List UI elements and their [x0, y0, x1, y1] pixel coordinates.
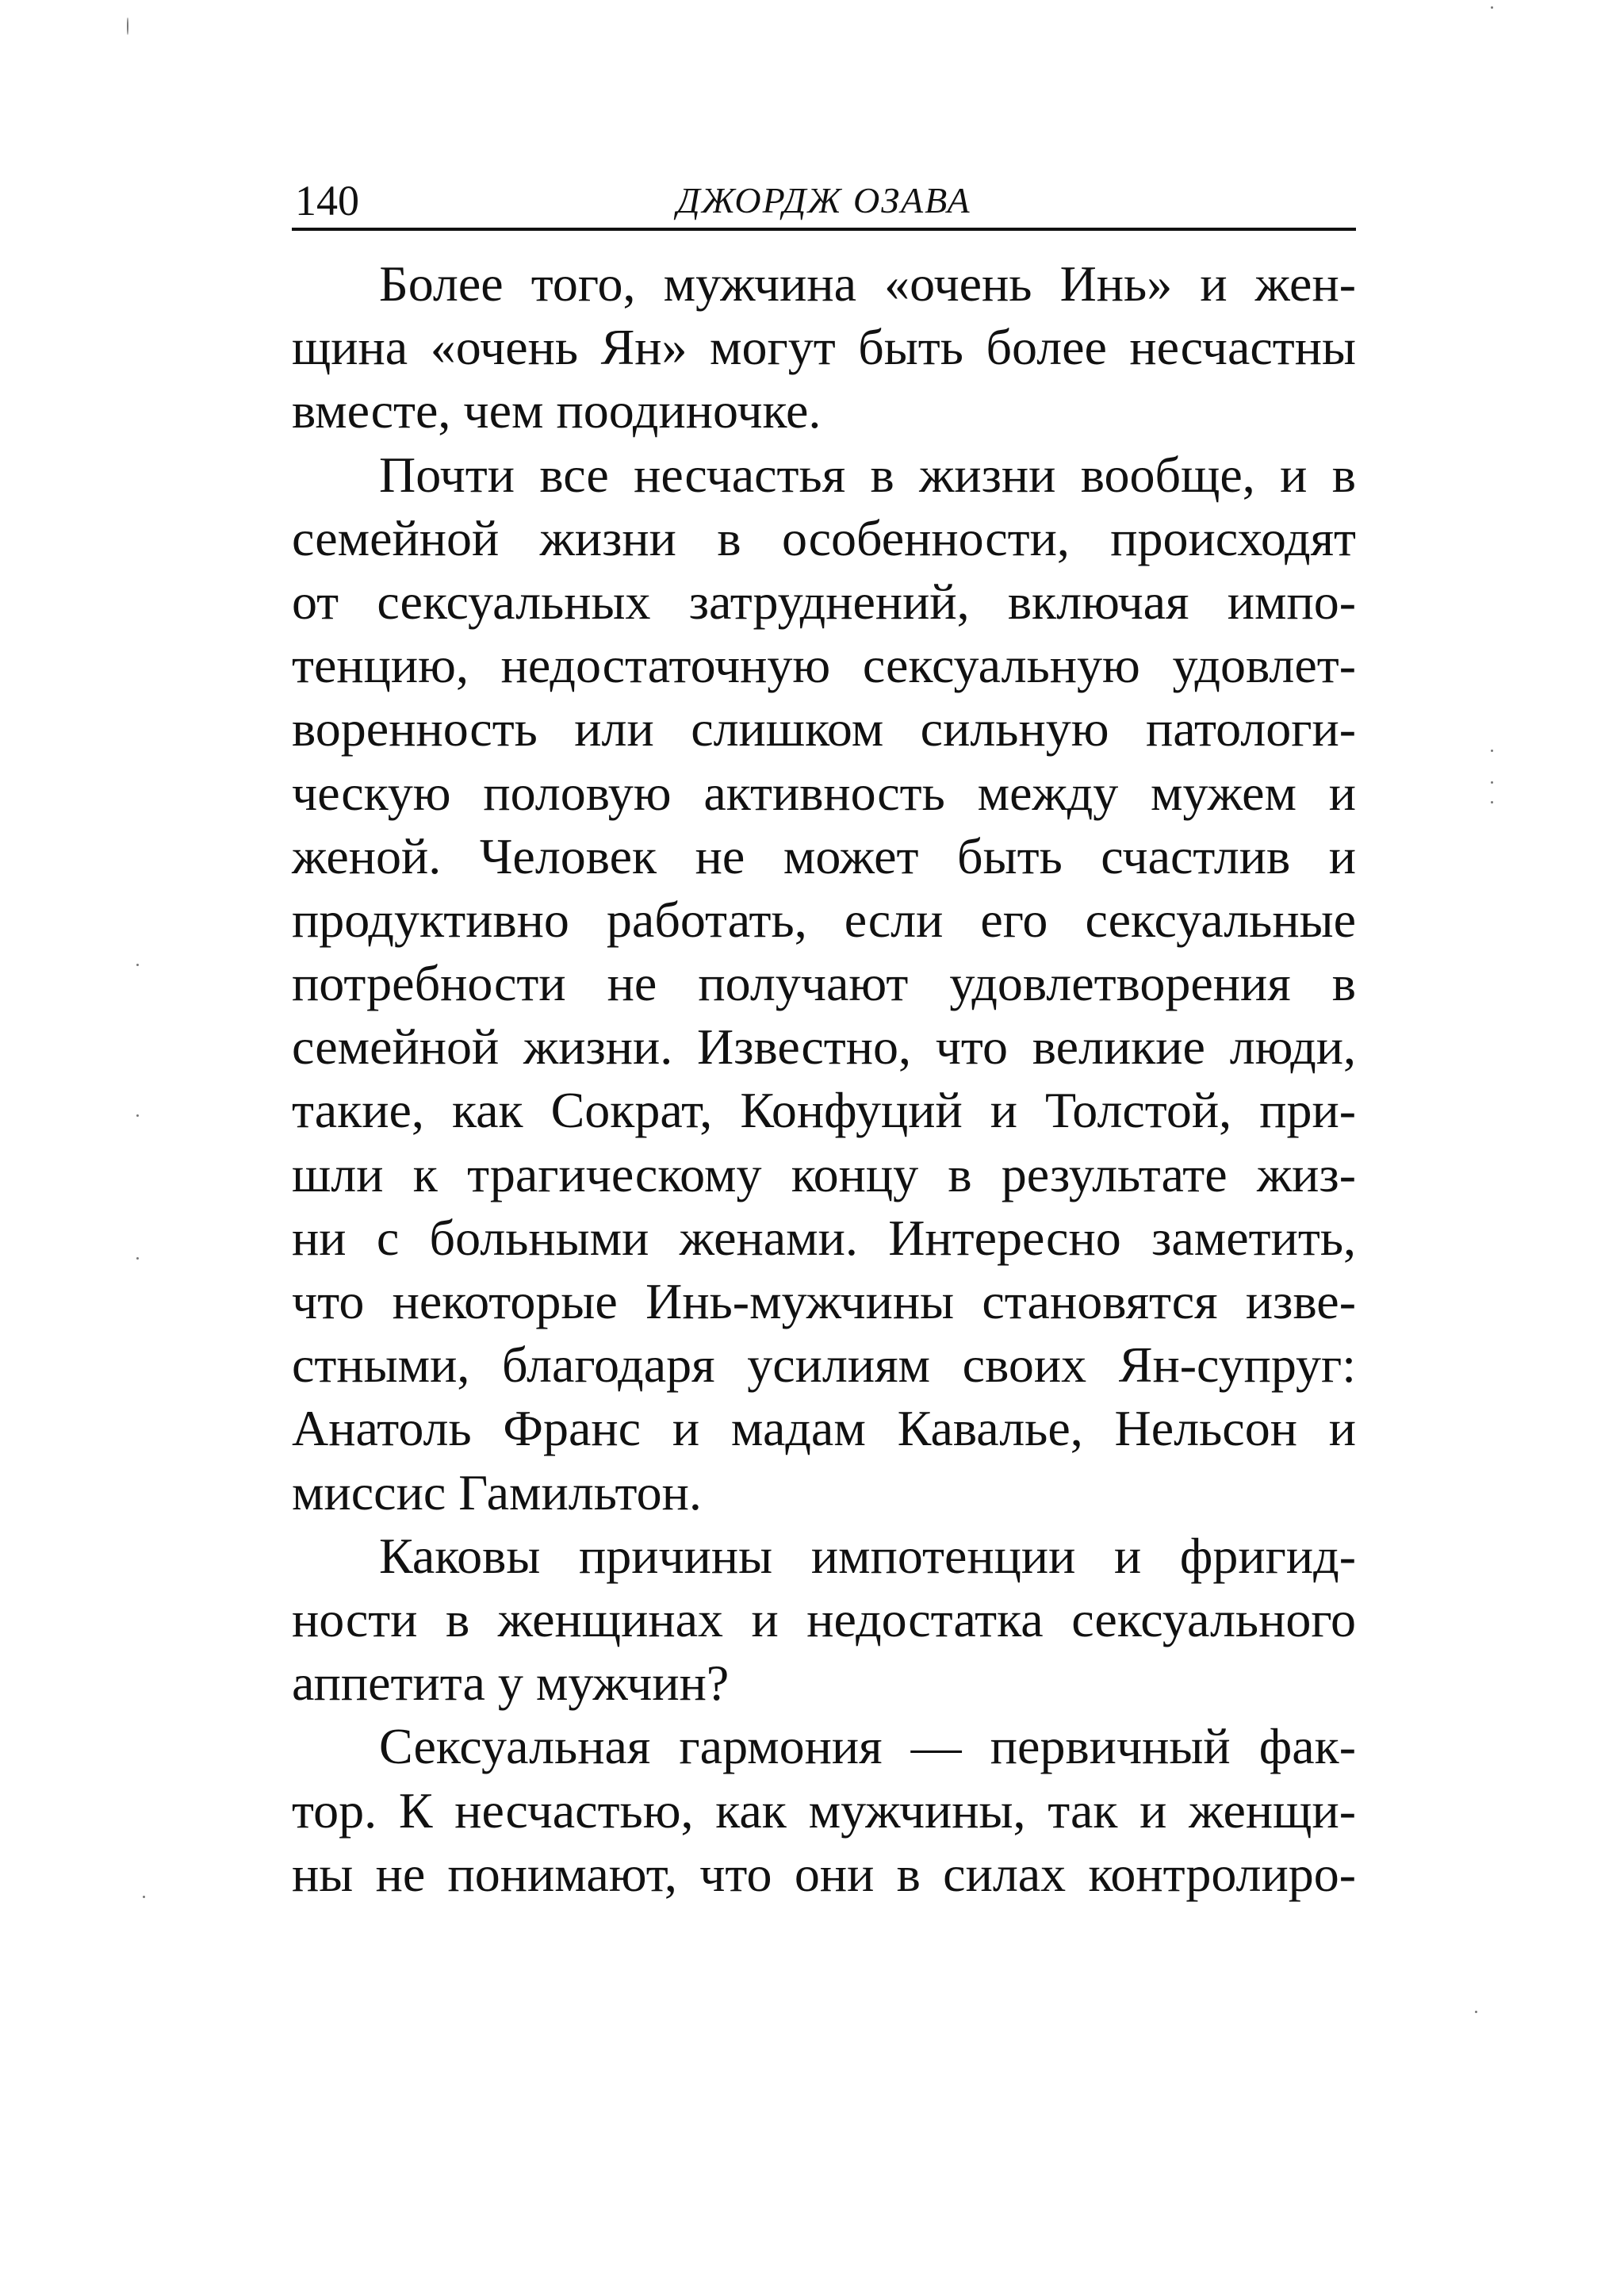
scan-speck: [136, 964, 139, 966]
page-number: 140: [295, 177, 359, 224]
text-line: вместе, чем поодиночке.: [292, 382, 822, 439]
page-header: [292, 176, 1356, 225]
text-line: тор. К несчастью, как мужчины, так и женщи-: [292, 1781, 1356, 1839]
text-line: воренность или слишком сильную патологи-: [292, 700, 1356, 757]
text-line: шли к трагическому концу в результате жиз-: [292, 1145, 1356, 1202]
text-line: ны не понимают, что они в силах контролиро-: [292, 1845, 1356, 1902]
text-line: женой. Человек не может быть счастлив и: [292, 827, 1356, 884]
text-line: стными, благодаря усилиям своих Ян-супруг:: [292, 1337, 1356, 1394]
scan-speck: [136, 1114, 139, 1117]
header-rule: [292, 228, 1356, 231]
text-line: Анатоль Франс и мадам Кавалье, Нельсон и: [292, 1400, 1356, 1457]
text-line: миссис Гамильтон.: [292, 1463, 702, 1521]
text-line: ни с больными женами. Интересно заметить,: [292, 1209, 1356, 1266]
text-line: щина «очень Ян» могут быть более несчастны: [292, 319, 1356, 376]
text-line: такие, как Сократ, Конфуций и Толстой, при-: [292, 1082, 1356, 1139]
text-line: Почти все несчастья в жизни вообще, и в: [379, 446, 1356, 503]
scan-speck: [127, 17, 128, 35]
running-title: ДЖОРДЖ ОЗАВА: [676, 180, 971, 221]
scan-speck: [1475, 2011, 1477, 2013]
scan-speck: [143, 1896, 145, 1898]
scan-speck: [1491, 801, 1493, 803]
text-line: ности в женщинах и недостатка сексуального: [292, 1590, 1356, 1647]
text-line: семейной жизни. Известно, что великие люди,: [292, 1018, 1356, 1076]
text-line: Более того, мужчина «очень Инь» и жен-: [379, 255, 1356, 312]
text-line: от сексуальных затруднений, включая импо-: [292, 573, 1356, 630]
text-line: тенцию, недостаточную сексуальную удовлет-: [292, 637, 1356, 694]
scan-speck: [1491, 750, 1493, 752]
text-line: Каковы причины импотенции и фригид-: [379, 1527, 1356, 1584]
text-line: потребности не получают удовлетворения в: [292, 955, 1356, 1012]
scan-speck: [136, 1257, 139, 1260]
text-line: что некоторые Инь-мужчины становятся изве-: [292, 1273, 1356, 1329]
text-line: семейной жизни в особенности, происходят: [292, 509, 1356, 566]
body-text: [292, 252, 1356, 1906]
text-line: продуктивно работать, если его сексуальные: [292, 891, 1356, 948]
text-line: Сексуальная гармония — первичный фак-: [379, 1718, 1356, 1775]
scan-speck: [1491, 781, 1493, 784]
text-line: аппетита у мужчин?: [292, 1655, 730, 1712]
scan-speck: [1491, 6, 1493, 9]
text-line: ческую половую активность между мужем и: [292, 764, 1356, 821]
